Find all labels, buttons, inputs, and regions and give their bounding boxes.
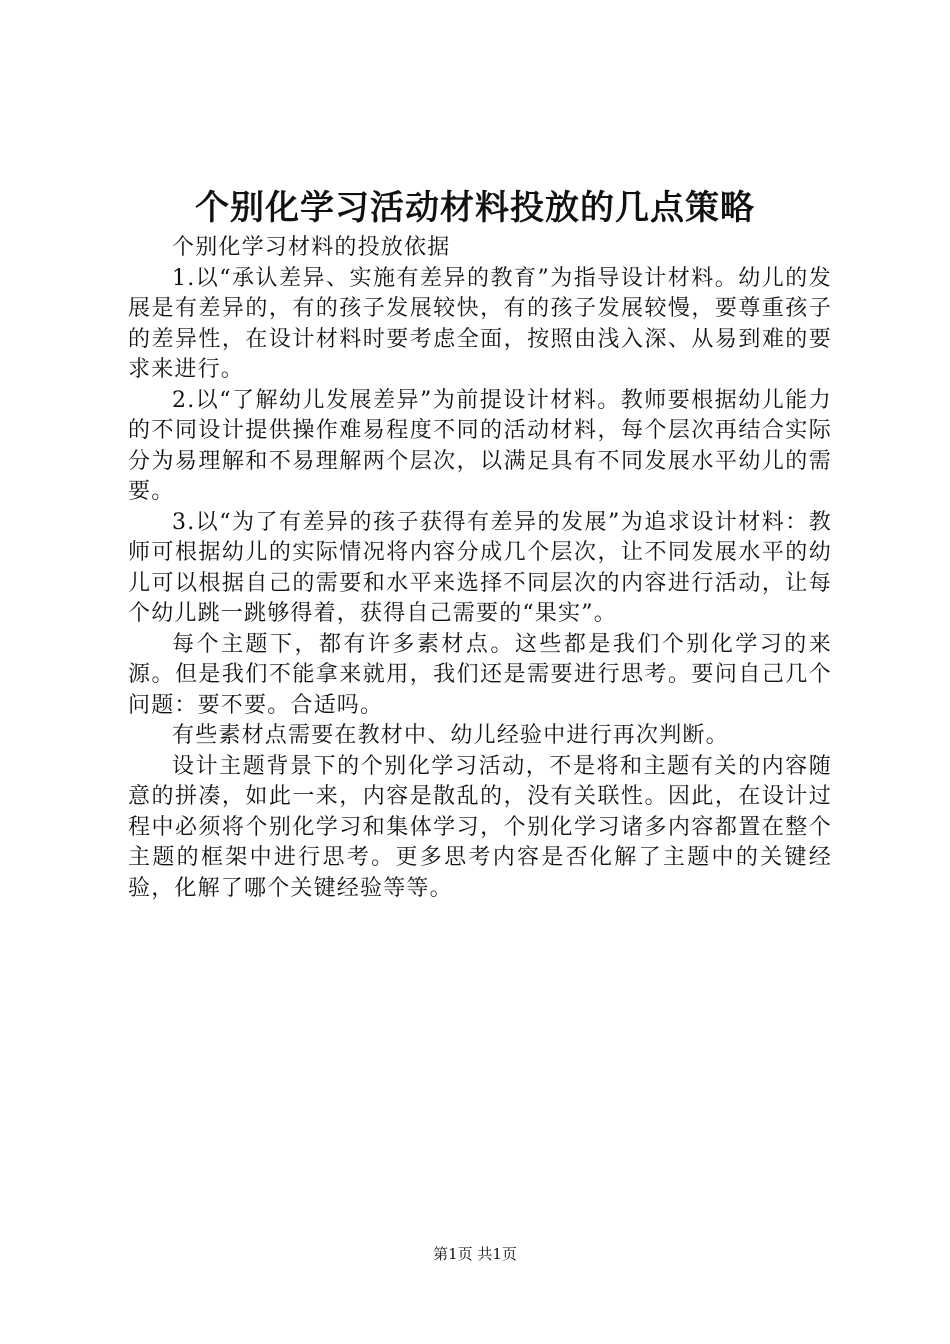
document-title: 个别化学习活动材料投放的几点策略 bbox=[195, 188, 755, 228]
paragraph-point-1: 1.以“承认差异、实施有差异的教育”为指导设计材料。幼儿的发展是有差异的，有的孩子发展较快，有的孩子发展较慢，要尊重孩子的差异性，在设计材料时要考虑全面，按照由浅入深、从易到难的要求来进行。 bbox=[128, 265, 832, 382]
paragraph-judgement: 有些素材点需要在教材中、幼儿经验中进行再次判断。 bbox=[172, 723, 729, 748]
paragraph-design: 设计主题背景下的个别化学习活动，不是将和主题有关的内容随意的拼凑，如此一来，内容是散乱的，没有关联性。因此，在设计过程中必须将个别化学习和集体学习，个别化学习诸多内容都置在整个主题的框架中进行思考。更多思考内容是否化解了主题中的关键经验，化解了哪个关键经验等等。 bbox=[128, 753, 832, 901]
document-body bbox=[128, 233, 832, 904]
paragraph-topic-materials: 每个主题下，都有许多素材点。这些都是我们个别化学习的来源。但是我们不能拿来就用，我们还是需要进行思考。要问自己几个问题：要不要。合适吗。 bbox=[128, 631, 832, 718]
paragraph-point-3: 3.以“为了有差异的孩子获得有差异的发展”为追求设计材料：教师可根据幼儿的实际情况将内容分成几个层次，让不同发展水平的幼儿可以根据自己的需要和水平来选择不同层次的内容进行活动，让每个幼儿跳一跳够得着，获得自己需要的“果实”。 bbox=[128, 509, 832, 626]
paragraph-heading: 个别化学习材料的投放依据 bbox=[172, 235, 451, 260]
paragraph-point-2: 2.以“了解幼儿发展差异”为前提设计材料。教师要根据幼儿能力的不同设计提供操作难易程度不同的活动材料，每个层次再结合实际分为易理解和不易理解两个层次，以满足具有不同发展水平幼儿的需要。 bbox=[128, 387, 832, 504]
page-footer: 第1页 共1页 bbox=[433, 1245, 517, 1263]
